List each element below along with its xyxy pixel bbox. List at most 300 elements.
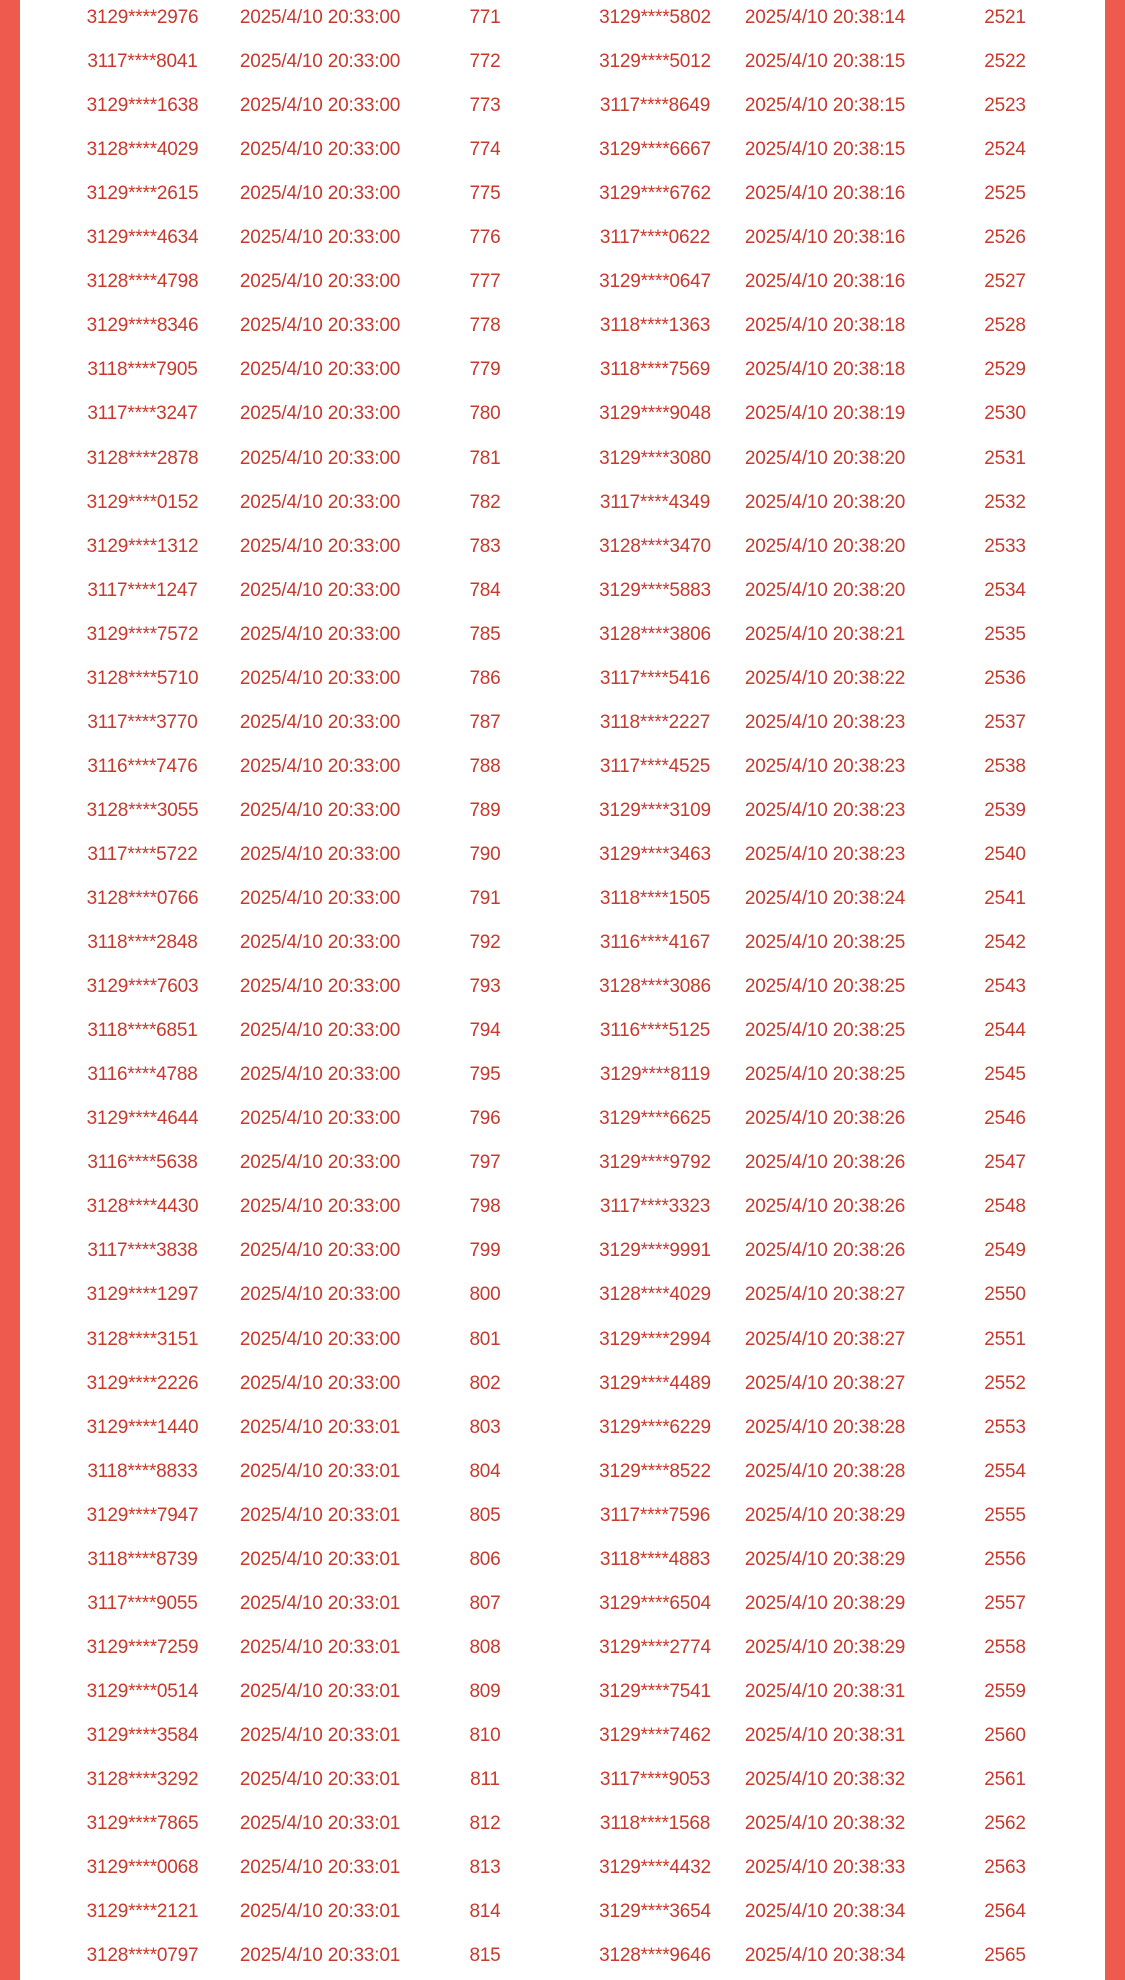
rank-right: 2551 bbox=[984, 1328, 1026, 1350]
rank-left: 772 bbox=[469, 51, 501, 73]
table-row bbox=[20, 172, 1105, 216]
user-id-right: 3129****4432 bbox=[599, 1857, 711, 1879]
rank-left: 791 bbox=[469, 888, 501, 909]
rank-left: 792 bbox=[469, 932, 501, 954]
user-id-left: 3118****2848 bbox=[87, 932, 198, 954]
time-left: 2025/4/10 20:33:00 bbox=[239, 227, 401, 249]
user-id-left: 3128****0797 bbox=[86, 1945, 199, 1967]
rank-left: 800 bbox=[469, 1284, 501, 1306]
time-right: 2025/4/10 20:38:18 bbox=[744, 359, 906, 381]
rank-left: 815 bbox=[469, 1945, 501, 1967]
time-left: 2025/4/10 20:33:01 bbox=[239, 1416, 401, 1438]
time-right: 2025/4/10 20:38:21 bbox=[744, 623, 906, 645]
user-id-left: 3117****3770 bbox=[87, 711, 198, 733]
time-right: 2025/4/10 20:38:16 bbox=[744, 227, 906, 249]
time-left: 2025/4/10 20:33:00 bbox=[239, 95, 401, 117]
user-id-left: 3129****4634 bbox=[86, 227, 199, 249]
user-id-left: 3117****9055 bbox=[87, 1592, 198, 1614]
user-id-right: 3117****8649 bbox=[599, 95, 711, 117]
time-right: 2025/4/10 20:38:32 bbox=[744, 1769, 906, 1790]
time-left: 2025/4/10 20:33:00 bbox=[239, 843, 401, 865]
user-id-right: 3117****9053 bbox=[599, 1769, 711, 1790]
table-row bbox=[20, 1406, 1105, 1450]
user-id-right: 3117****7596 bbox=[599, 1504, 711, 1526]
time-right: 2025/4/10 20:38:23 bbox=[744, 755, 906, 777]
table-row bbox=[20, 1097, 1105, 1141]
rank-right: 2538 bbox=[984, 755, 1026, 777]
time-right: 2025/4/10 20:38:26 bbox=[744, 1108, 906, 1130]
rank-right: 2540 bbox=[984, 843, 1026, 865]
rank-left: 787 bbox=[469, 711, 501, 733]
table-row bbox=[20, 877, 1105, 921]
rank-left: 771 bbox=[469, 7, 501, 28]
table-row bbox=[20, 1318, 1105, 1362]
time-left: 2025/4/10 20:33:01 bbox=[239, 1945, 401, 1967]
rank-left: 796 bbox=[469, 1108, 501, 1130]
time-left: 2025/4/10 20:33:00 bbox=[239, 1020, 401, 1042]
time-left: 2025/4/10 20:33:00 bbox=[239, 403, 401, 425]
time-right: 2025/4/10 20:38:20 bbox=[744, 535, 906, 557]
table-row bbox=[20, 392, 1105, 436]
time-left: 2025/4/10 20:33:00 bbox=[239, 579, 401, 601]
user-id-right: 3129****6762 bbox=[599, 183, 711, 205]
rank-left: 809 bbox=[469, 1680, 501, 1702]
time-right: 2025/4/10 20:38:20 bbox=[744, 491, 906, 513]
time-left: 2025/4/10 20:33:00 bbox=[239, 1196, 401, 1218]
table-row bbox=[20, 260, 1105, 304]
time-right: 2025/4/10 20:38:25 bbox=[744, 1064, 906, 1086]
time-right: 2025/4/10 20:38:23 bbox=[744, 843, 906, 865]
user-id-right: 3128****9646 bbox=[599, 1945, 711, 1967]
rank-left: 797 bbox=[469, 1152, 501, 1174]
time-right: 2025/4/10 20:38:32 bbox=[744, 1813, 906, 1835]
rank-left: 786 bbox=[469, 667, 501, 689]
user-id-left: 3118****6851 bbox=[87, 1020, 198, 1042]
rank-right: 2548 bbox=[984, 1196, 1026, 1218]
rank-right: 2527 bbox=[984, 271, 1026, 293]
user-id-right: 3129****6625 bbox=[599, 1108, 711, 1130]
rank-right: 2546 bbox=[984, 1108, 1026, 1130]
time-right: 2025/4/10 20:38:26 bbox=[744, 1152, 906, 1174]
time-right: 2025/4/10 20:38:20 bbox=[744, 447, 906, 469]
time-right: 2025/4/10 20:38:29 bbox=[744, 1592, 906, 1614]
table-row bbox=[20, 1185, 1105, 1229]
table-row bbox=[20, 745, 1105, 789]
rank-right: 2558 bbox=[984, 1636, 1026, 1658]
rank-right: 2560 bbox=[984, 1724, 1026, 1746]
user-id-left: 3116****7476 bbox=[87, 755, 198, 777]
time-left: 2025/4/10 20:33:01 bbox=[239, 1636, 401, 1658]
table-row bbox=[20, 1538, 1105, 1582]
user-id-right: 3118****1505 bbox=[599, 888, 711, 909]
time-left: 2025/4/10 20:33:01 bbox=[239, 1813, 401, 1835]
rank-right: 2528 bbox=[984, 315, 1026, 337]
rank-left: 773 bbox=[469, 95, 501, 117]
table-row bbox=[20, 1670, 1105, 1714]
user-id-right: 3129****7541 bbox=[599, 1680, 711, 1702]
user-id-left: 3129****1638 bbox=[86, 95, 199, 117]
table-row bbox=[20, 1582, 1105, 1626]
time-right: 2025/4/10 20:38:15 bbox=[744, 139, 906, 161]
rank-left: 790 bbox=[469, 843, 501, 865]
rank-right: 2544 bbox=[984, 1020, 1026, 1042]
user-id-right: 3129****8522 bbox=[599, 1460, 711, 1482]
rank-right: 2547 bbox=[984, 1152, 1026, 1174]
table-row bbox=[20, 40, 1105, 84]
user-id-left: 3128****3055 bbox=[86, 799, 199, 821]
time-left: 2025/4/10 20:33:00 bbox=[239, 976, 401, 998]
table-row bbox=[20, 701, 1105, 745]
rank-left: 804 bbox=[469, 1460, 501, 1482]
time-right: 2025/4/10 20:38:23 bbox=[744, 799, 906, 821]
time-right: 2025/4/10 20:38:23 bbox=[744, 711, 906, 733]
rank-left: 810 bbox=[469, 1724, 501, 1746]
time-left: 2025/4/10 20:33:00 bbox=[239, 888, 401, 909]
user-id-left: 3129****2976 bbox=[86, 7, 199, 28]
time-left: 2025/4/10 20:33:00 bbox=[239, 623, 401, 645]
user-id-right: 3118****2227 bbox=[599, 711, 711, 733]
time-left: 2025/4/10 20:33:00 bbox=[239, 51, 401, 73]
time-left: 2025/4/10 20:33:01 bbox=[239, 1901, 401, 1923]
time-right: 2025/4/10 20:38:34 bbox=[744, 1901, 906, 1923]
user-id-left: 3129****1297 bbox=[86, 1284, 199, 1306]
time-right: 2025/4/10 20:38:15 bbox=[744, 51, 906, 73]
rank-left: 813 bbox=[469, 1857, 501, 1879]
rank-right: 2532 bbox=[984, 491, 1026, 513]
user-id-left: 3128****5710 bbox=[86, 667, 199, 689]
table-row bbox=[20, 833, 1105, 877]
time-left: 2025/4/10 20:33:00 bbox=[239, 7, 401, 28]
time-left: 2025/4/10 20:33:01 bbox=[239, 1724, 401, 1746]
table-row bbox=[20, 304, 1105, 348]
table-row bbox=[20, 1362, 1105, 1406]
user-id-right: 3128****4029 bbox=[599, 1284, 711, 1306]
rank-left: 801 bbox=[469, 1328, 501, 1350]
time-left: 2025/4/10 20:33:00 bbox=[239, 359, 401, 381]
time-right: 2025/4/10 20:38:28 bbox=[744, 1460, 906, 1482]
rank-left: 782 bbox=[469, 491, 501, 513]
user-id-right: 3128****3086 bbox=[599, 976, 711, 998]
rank-left: 794 bbox=[469, 1020, 501, 1042]
user-id-left: 3129****7259 bbox=[86, 1636, 199, 1658]
time-left: 2025/4/10 20:33:01 bbox=[239, 1769, 401, 1790]
time-left: 2025/4/10 20:33:00 bbox=[239, 447, 401, 469]
user-id-left: 3129****7947 bbox=[86, 1504, 199, 1526]
rank-right: 2539 bbox=[984, 799, 1026, 821]
user-id-left: 3129****3584 bbox=[86, 1724, 199, 1746]
rank-left: 785 bbox=[469, 623, 501, 645]
table-row bbox=[20, 1846, 1105, 1890]
time-left: 2025/4/10 20:33:00 bbox=[239, 139, 401, 161]
rank-right: 2542 bbox=[984, 932, 1026, 954]
rank-right: 2557 bbox=[984, 1592, 1026, 1614]
time-right: 2025/4/10 20:38:29 bbox=[744, 1636, 906, 1658]
rank-right: 2537 bbox=[984, 711, 1026, 733]
user-id-left: 3129****1440 bbox=[86, 1416, 199, 1438]
rank-right: 2521 bbox=[984, 7, 1026, 28]
user-id-right: 3118****1363 bbox=[599, 315, 711, 337]
user-id-left: 3129****7865 bbox=[86, 1813, 199, 1835]
user-id-right: 3129****3080 bbox=[599, 447, 711, 469]
user-id-right: 3129****9792 bbox=[599, 1152, 711, 1174]
table-row bbox=[20, 1934, 1105, 1978]
rank-right: 2553 bbox=[984, 1416, 1026, 1438]
user-id-right: 3118****4883 bbox=[599, 1548, 711, 1570]
time-left: 2025/4/10 20:33:00 bbox=[239, 711, 401, 733]
time-left: 2025/4/10 20:33:00 bbox=[239, 1372, 401, 1394]
rank-right: 2545 bbox=[984, 1064, 1026, 1086]
rank-right: 2524 bbox=[984, 139, 1026, 161]
rank-left: 795 bbox=[469, 1064, 501, 1086]
time-right: 2025/4/10 20:38:25 bbox=[744, 932, 906, 954]
time-left: 2025/4/10 20:33:01 bbox=[239, 1857, 401, 1879]
rank-left: 781 bbox=[469, 447, 501, 469]
time-right: 2025/4/10 20:38:27 bbox=[744, 1372, 906, 1394]
time-right: 2025/4/10 20:38:16 bbox=[744, 271, 906, 293]
user-id-left: 3129****1312 bbox=[86, 535, 199, 557]
table-row bbox=[20, 1802, 1105, 1846]
time-right: 2025/4/10 20:38:27 bbox=[744, 1328, 906, 1350]
time-left: 2025/4/10 20:33:01 bbox=[239, 1504, 401, 1526]
rank-left: 788 bbox=[469, 755, 501, 777]
rank-right: 2530 bbox=[984, 403, 1026, 425]
table-row bbox=[20, 1273, 1105, 1317]
time-left: 2025/4/10 20:33:00 bbox=[239, 1064, 401, 1086]
user-id-left: 3118****7905 bbox=[87, 359, 198, 381]
table-row bbox=[20, 1890, 1105, 1934]
rank-right: 2533 bbox=[984, 535, 1026, 557]
rank-right: 2525 bbox=[984, 183, 1026, 205]
user-id-left: 3128****4029 bbox=[86, 139, 199, 161]
table-row bbox=[20, 789, 1105, 833]
time-right: 2025/4/10 20:38:16 bbox=[744, 183, 906, 205]
rank-right: 2536 bbox=[984, 667, 1026, 689]
user-id-right: 3129****2774 bbox=[599, 1636, 711, 1658]
time-left: 2025/4/10 20:33:00 bbox=[239, 1328, 401, 1350]
rank-left: 814 bbox=[469, 1901, 501, 1923]
time-left: 2025/4/10 20:33:00 bbox=[239, 1284, 401, 1306]
table-row bbox=[20, 965, 1105, 1009]
rank-right: 2556 bbox=[984, 1548, 1026, 1570]
user-id-right: 3117****0622 bbox=[599, 227, 711, 249]
time-right: 2025/4/10 20:38:20 bbox=[744, 579, 906, 601]
user-id-right: 3129****3109 bbox=[599, 799, 711, 821]
table-row bbox=[20, 1009, 1105, 1053]
table-row bbox=[20, 1714, 1105, 1758]
user-id-left: 3116****5638 bbox=[87, 1152, 198, 1174]
rank-left: 783 bbox=[469, 535, 501, 557]
user-id-right: 3128****3806 bbox=[599, 623, 711, 645]
time-right: 2025/4/10 20:38:26 bbox=[744, 1240, 906, 1262]
table-row bbox=[20, 216, 1105, 260]
time-right: 2025/4/10 20:38:22 bbox=[744, 667, 906, 689]
time-left: 2025/4/10 20:33:00 bbox=[239, 799, 401, 821]
user-id-left: 3117****3838 bbox=[87, 1240, 198, 1262]
user-id-left: 3118****8833 bbox=[87, 1460, 198, 1482]
table-row bbox=[20, 1229, 1105, 1273]
rank-right: 2549 bbox=[984, 1240, 1026, 1262]
rank-left: 789 bbox=[469, 799, 501, 821]
time-right: 2025/4/10 20:38:24 bbox=[744, 888, 906, 909]
user-id-right: 3117****4525 bbox=[599, 755, 711, 777]
rank-right: 2562 bbox=[984, 1813, 1026, 1835]
time-right: 2025/4/10 20:38:18 bbox=[744, 315, 906, 337]
rank-right: 2555 bbox=[984, 1504, 1026, 1526]
rank-right: 2522 bbox=[984, 51, 1026, 73]
user-id-left: 3118****8739 bbox=[87, 1548, 198, 1570]
time-left: 2025/4/10 20:33:00 bbox=[239, 755, 401, 777]
user-id-left: 3129****2121 bbox=[86, 1901, 199, 1923]
user-id-left: 3129****0152 bbox=[86, 491, 199, 513]
rank-right: 2526 bbox=[984, 227, 1026, 249]
time-left: 2025/4/10 20:33:00 bbox=[239, 1152, 401, 1174]
user-id-left: 3128****2878 bbox=[86, 447, 199, 469]
time-right: 2025/4/10 20:38:19 bbox=[744, 403, 906, 425]
time-right: 2025/4/10 20:38:15 bbox=[744, 95, 906, 117]
rank-right: 2523 bbox=[984, 95, 1026, 117]
rank-right: 2564 bbox=[984, 1901, 1026, 1923]
time-right: 2025/4/10 20:38:28 bbox=[744, 1416, 906, 1438]
rank-left: 780 bbox=[469, 403, 501, 425]
table-row bbox=[20, 657, 1105, 701]
user-id-right: 3129****3654 bbox=[599, 1901, 711, 1923]
rank-left: 812 bbox=[469, 1813, 501, 1835]
user-id-right: 3129****6229 bbox=[599, 1416, 711, 1438]
user-id-right: 3128****3470 bbox=[599, 535, 711, 557]
rank-right: 2535 bbox=[984, 623, 1026, 645]
user-id-right: 3116****5125 bbox=[599, 1020, 711, 1042]
rank-left: 775 bbox=[469, 183, 501, 205]
user-id-right: 3129****9048 bbox=[599, 403, 711, 425]
time-left: 2025/4/10 20:33:01 bbox=[239, 1592, 401, 1614]
rank-left: 777 bbox=[469, 271, 501, 293]
user-id-left: 3128****4798 bbox=[86, 271, 199, 293]
user-id-right: 3117****5416 bbox=[599, 667, 711, 689]
user-id-right: 3129****5012 bbox=[599, 51, 711, 73]
user-id-right: 3129****5802 bbox=[599, 7, 711, 28]
user-id-left: 3117****8041 bbox=[87, 51, 198, 73]
rank-left: 807 bbox=[469, 1592, 501, 1614]
user-id-right: 3129****7462 bbox=[599, 1724, 711, 1746]
user-id-right: 3116****4167 bbox=[599, 932, 711, 954]
table-row bbox=[20, 613, 1105, 657]
rank-left: 778 bbox=[469, 315, 501, 337]
rank-left: 803 bbox=[469, 1416, 501, 1438]
time-left: 2025/4/10 20:33:01 bbox=[239, 1460, 401, 1482]
rank-left: 779 bbox=[469, 359, 501, 381]
time-right: 2025/4/10 20:38:26 bbox=[744, 1196, 906, 1218]
time-right: 2025/4/10 20:38:31 bbox=[744, 1724, 906, 1746]
table-row bbox=[20, 437, 1105, 481]
user-id-left: 3128****3151 bbox=[86, 1328, 199, 1350]
rank-left: 802 bbox=[469, 1372, 501, 1394]
user-id-right: 3129****0647 bbox=[599, 271, 711, 293]
user-id-right: 3129****6667 bbox=[599, 139, 711, 161]
table-row bbox=[20, 481, 1105, 525]
time-left: 2025/4/10 20:33:00 bbox=[239, 535, 401, 557]
user-id-left: 3129****4644 bbox=[86, 1108, 199, 1130]
user-id-left: 3117****3247 bbox=[87, 403, 198, 425]
user-id-right: 3117****4349 bbox=[599, 491, 711, 513]
user-id-right: 3129****6504 bbox=[599, 1592, 711, 1614]
rank-left: 806 bbox=[469, 1548, 501, 1570]
rank-left: 811 bbox=[470, 1769, 500, 1790]
rank-left: 784 bbox=[469, 579, 501, 601]
rank-right: 2543 bbox=[984, 976, 1026, 998]
time-right: 2025/4/10 20:38:27 bbox=[744, 1284, 906, 1306]
time-left: 2025/4/10 20:33:01 bbox=[239, 1548, 401, 1570]
rank-right: 2552 bbox=[984, 1372, 1026, 1394]
time-left: 2025/4/10 20:33:00 bbox=[239, 271, 401, 293]
user-id-right: 3129****3463 bbox=[599, 843, 711, 865]
time-left: 2025/4/10 20:33:00 bbox=[239, 183, 401, 205]
rank-right: 2559 bbox=[984, 1680, 1026, 1702]
table-row bbox=[20, 128, 1105, 172]
time-left: 2025/4/10 20:33:00 bbox=[239, 315, 401, 337]
user-id-right: 3129****9991 bbox=[599, 1240, 711, 1262]
time-left: 2025/4/10 20:33:00 bbox=[239, 667, 401, 689]
time-left: 2025/4/10 20:33:00 bbox=[239, 1108, 401, 1130]
time-right: 2025/4/10 20:38:29 bbox=[744, 1548, 906, 1570]
user-id-right: 3117****3323 bbox=[599, 1196, 711, 1218]
rank-right: 2531 bbox=[984, 447, 1026, 469]
rank-right: 2534 bbox=[984, 579, 1026, 601]
table-row bbox=[20, 84, 1105, 128]
user-id-left: 3129****0514 bbox=[86, 1680, 199, 1702]
user-id-left: 3129****8346 bbox=[86, 315, 199, 337]
time-right: 2025/4/10 20:38:14 bbox=[744, 7, 906, 28]
rank-left: 808 bbox=[469, 1636, 501, 1658]
rank-right: 2541 bbox=[984, 888, 1026, 909]
table-row bbox=[20, 1626, 1105, 1670]
time-left: 2025/4/10 20:33:00 bbox=[239, 1240, 401, 1262]
user-id-left: 3129****0068 bbox=[86, 1857, 199, 1879]
user-id-left: 3117****5722 bbox=[87, 843, 198, 865]
table-row bbox=[20, 1758, 1105, 1802]
time-right: 2025/4/10 20:38:33 bbox=[744, 1857, 906, 1879]
time-right: 2025/4/10 20:38:25 bbox=[744, 976, 906, 998]
user-id-right: 3129****4489 bbox=[599, 1372, 711, 1394]
user-id-right: 3129****8119 bbox=[599, 1064, 711, 1086]
table-row bbox=[20, 1141, 1105, 1185]
time-right: 2025/4/10 20:38:34 bbox=[744, 1945, 906, 1967]
user-id-left: 3129****7603 bbox=[86, 976, 199, 998]
user-id-left: 3117****1247 bbox=[87, 579, 198, 601]
time-left: 2025/4/10 20:33:01 bbox=[239, 1680, 401, 1702]
user-id-left: 3128****3292 bbox=[86, 1769, 199, 1790]
user-id-left: 3128****0766 bbox=[86, 888, 199, 909]
user-id-left: 3129****7572 bbox=[86, 623, 199, 645]
rank-right: 2561 bbox=[984, 1769, 1026, 1790]
rank-left: 805 bbox=[469, 1504, 501, 1526]
table-row bbox=[20, 569, 1105, 613]
user-id-right: 3118****1568 bbox=[599, 1813, 711, 1835]
rank-left: 776 bbox=[469, 227, 501, 249]
rank-right: 2565 bbox=[984, 1945, 1026, 1967]
table-row bbox=[20, 0, 1105, 40]
user-id-left: 3129****2226 bbox=[86, 1372, 199, 1394]
winners-list-panel bbox=[20, 0, 1105, 1980]
time-right: 2025/4/10 20:38:31 bbox=[744, 1680, 906, 1702]
time-right: 2025/4/10 20:38:29 bbox=[744, 1504, 906, 1526]
rank-left: 793 bbox=[469, 976, 501, 998]
user-id-right: 3129****2994 bbox=[599, 1328, 711, 1350]
user-id-right: 3118****7569 bbox=[599, 359, 711, 381]
rank-right: 2550 bbox=[984, 1284, 1026, 1306]
rank-right: 2554 bbox=[984, 1460, 1026, 1482]
rank-left: 798 bbox=[469, 1196, 501, 1218]
user-id-left: 3129****2615 bbox=[86, 183, 199, 205]
